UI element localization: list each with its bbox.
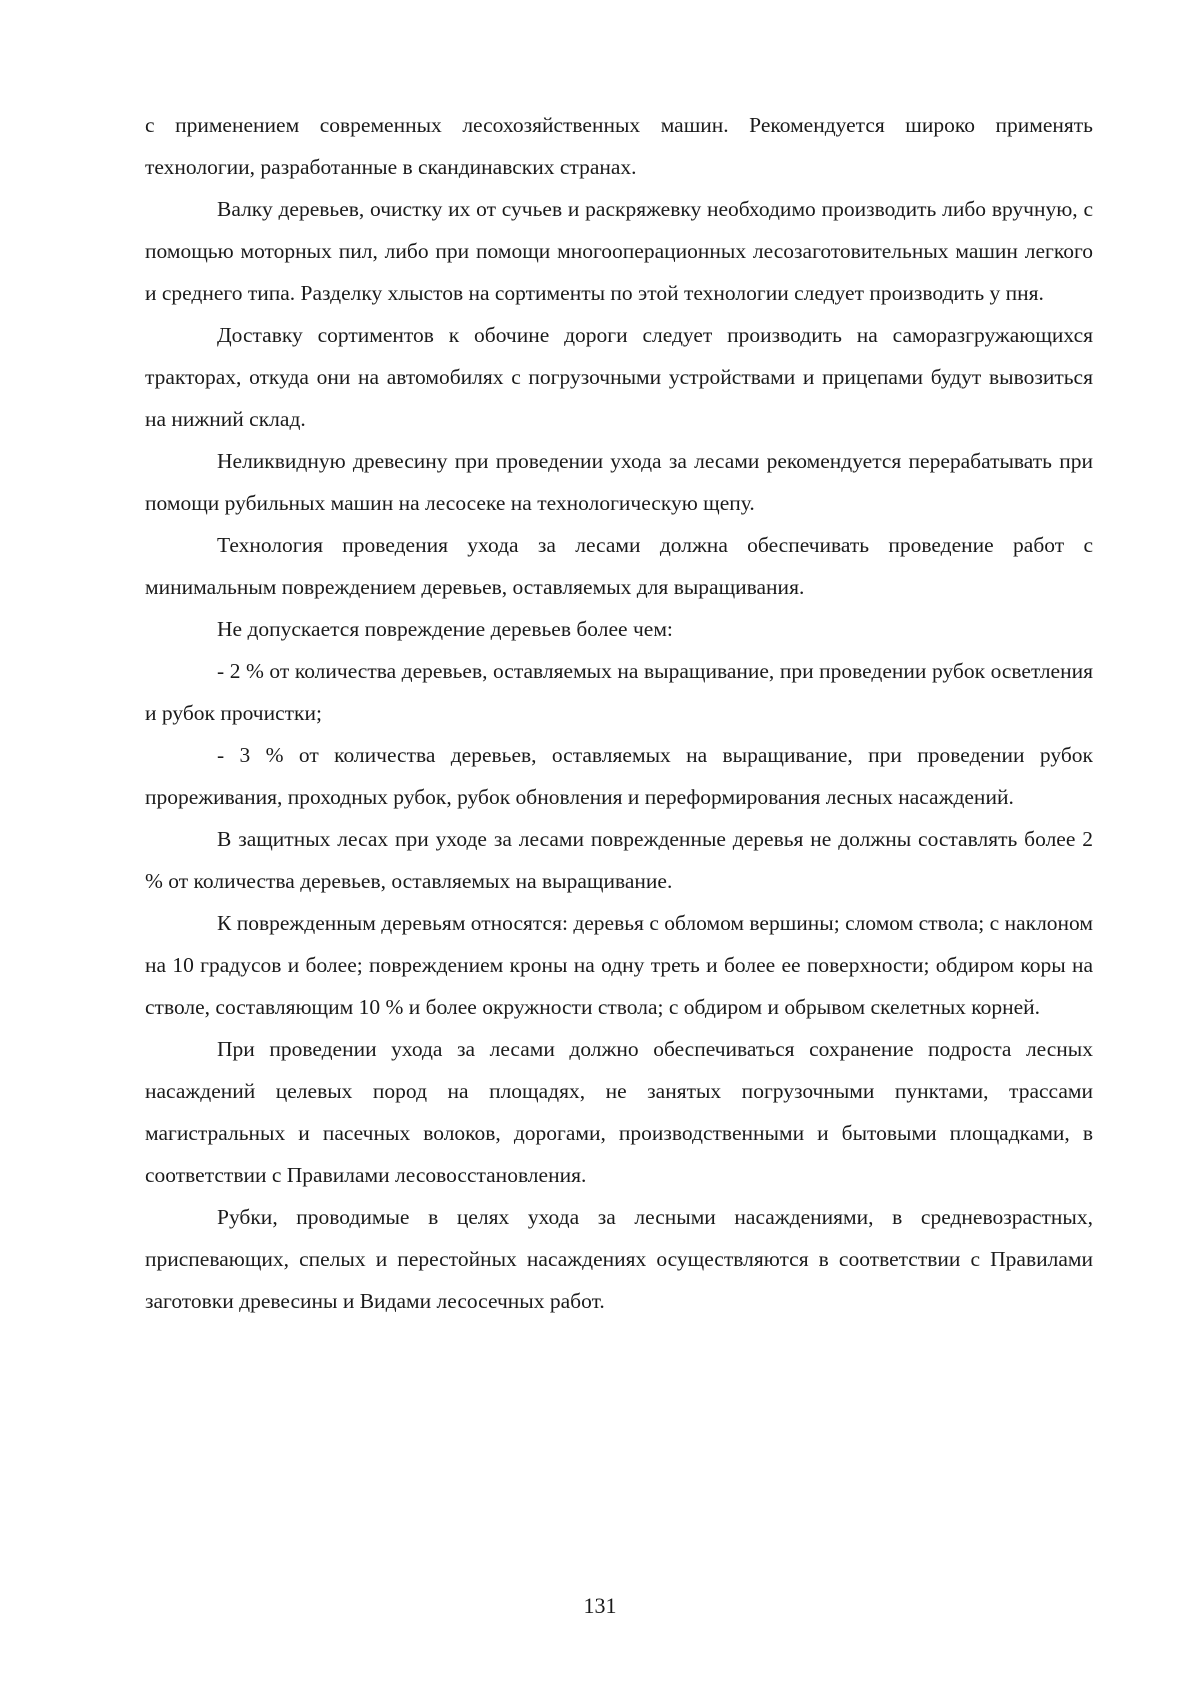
paragraph-damage-limit-intro: Не допускается повреждение деревьев более чем: (217, 617, 673, 641)
paragraph-chipping: Неликвидную древесину при проведении ухода за лесами рекомендуется перерабатывать при помощи рубильных машин на лесосеке на технологическую щепу. (145, 449, 1093, 515)
paragraph-undergrowth-preservation: При проведении ухода за лесами должно обеспечиваться сохранение подроста лесных насаждений целевых пород на площадях, не занятых погрузочными пунктами, трассами магистральных и пасечных волоков, дорогами, производственными и бытовыми площадками, в соответствии с Правилами лесовосстановления. (145, 1037, 1093, 1187)
paragraph-continuation: с применением современных лесохозяйственных машин. Рекомендуется широко применять технологии, разработанные в скандинавских странах. (145, 113, 1093, 179)
list-item-damage-3-percent: - 3 % от количества деревьев, оставляемых на выращивание, при проведении рубок прореживания, проходных рубок, рубок обновления и переформирования лесных насаждений. (145, 743, 1093, 809)
paragraph-damaged-trees-definition: К поврежденным деревьям относятся: деревья с обломом вершины; сломом ствола; с наклоном на 10 градусов и более; повреждением кроны на одну треть и более ее поверхности; обдиром коры на стволе, составляющим 10 % и более окружности ствола; с обдиром и обрывом скелетных корней. (145, 911, 1093, 1019)
list-item-damage-2-percent: - 2 % от количества деревьев, оставляемых на выращивание, при проведении рубок осветления и рубок прочистки; (145, 659, 1093, 725)
paragraph-protective-forests: В защитных лесах при уходе за лесами поврежденные деревья не должны составлять более 2 % от количества деревьев, оставляемых на выращивание. (145, 827, 1093, 893)
document-body (145, 104, 1093, 1322)
paragraph-delivery: Доставку сортиментов к обочине дороги следует производить на саморазгружающихся тракторах, откуда они на автомобилях с погрузочными устройствами и прицепами будут вывозиться на нижний склад. (145, 323, 1093, 431)
paragraph-felling-rules: Рубки, проводимые в целях ухода за лесными насаждениями, в средневозрастных, приспевающих, спелых и перестойных насаждениях осуществляются в соответствии с Правилами заготовки древесины и Видами лесосечных работ. (145, 1205, 1093, 1313)
paragraph-felling: Валку деревьев, очистку их от сучьев и раскряжевку необходимо производить либо вручную, с помощью моторных пил, либо при помощи многооперационных лесозаготовительных машин легкого и среднего типа. Разделку хлыстов на сортименты по этой технологии следует производить у пня. (145, 197, 1093, 305)
paragraph-technology: Технология проведения ухода за лесами должна обеспечивать проведение работ с минимальным повреждением деревьев, оставляемых для выращивания. (145, 533, 1093, 599)
page-number: 131 (583, 1593, 617, 1618)
